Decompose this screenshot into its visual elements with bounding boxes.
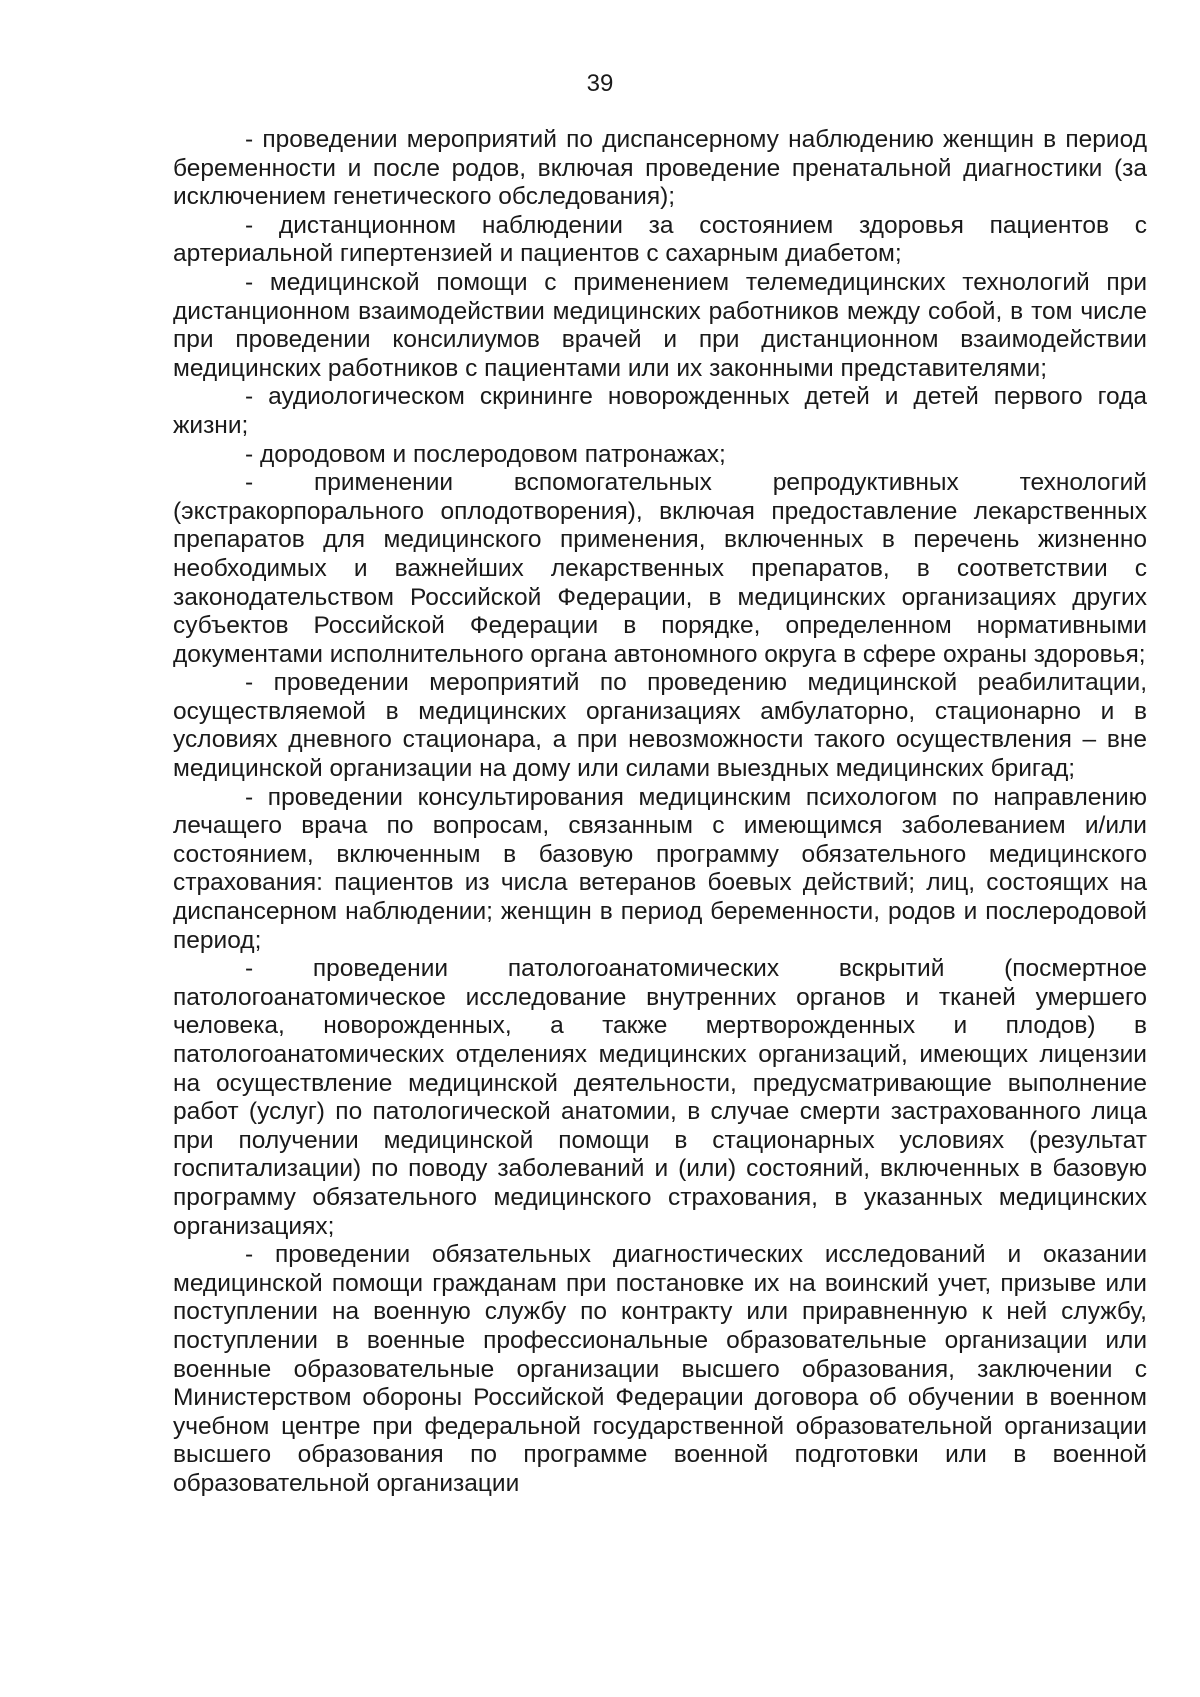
list-item: - проведении консультирования медицинским психологом по направлению лечащего врача по вопросам, связанным с имеющимся заболеванием и/или состоянием, включенным в базовую программу обязательного медицинского страхования: пациентов из числа ветеранов боевых действий; лиц, состоящих на диспансерном наблюдении; женщин в период беременности, родов и послеродовой период; xyxy=(173,783,1147,954)
list-item: - проведении мероприятий по проведению медицинской реабилитации, осуществляемой в медицинских организациях амбулаторно, стационарно и в условиях дневного стационара, а при невозможности такого осуществления – вне медицинской организации на дому или силами выездных медицинских бригад; xyxy=(173,669,1147,783)
list-item: - проведении патологоанатомических вскрытий (посмертное патологоанатомическое исследование внутренних органов и тканей умершего человека, новорожденных, а также мертворожденных и плодов) в патологоанатомических отделениях медицинских организаций, имеющих лицензии на осуществление медицинской деятельности, предусматривающие выполнение работ (услуг) по патологической анатомии, в случае смерти застрахованного лица при получении медицинской помощи в стационарных условиях (результат госпитализации) по поводу заболеваний и (или) состояний, включенных в базовую программу обязательного медицинского страхования, в указанных медицинских организациях; xyxy=(173,955,1147,1240)
list-item: - проведении мероприятий по диспансерному наблюдению женщин в период беременности и после родов, включая проведение пренатальной диагностики (за исключением генетического обследования); xyxy=(173,126,1147,211)
list-item: - применении вспомогательных репродуктивных технологий (экстракорпорального оплодотворения), включая предоставление лекарственных препаратов для медицинского применения, включенных в перечень жизненно необходимых и важнейших лекарственных препаратов, в соответствии с законодательством Российской Федерации, в медицинских организациях других субъектов Российской Федерации в порядке, определенном нормативными документами исполнительного органа автономного округа в сфере охраны здоровья; xyxy=(173,469,1147,668)
list-item: - аудиологическом скрининге новорожденных детей и детей первого года жизни; xyxy=(173,383,1147,439)
list-item: - проведении обязательных диагностических исследований и оказании медицинской помощи гражданам при постановке их на воинский учет, призыве или поступлении на военную службу по контракту или приравненную к ней службу, поступлении в военные профессиональные образовательные организации или военные образовательные организации высшего образования, заключении с Министерством обороны Российской Федерации договора об обучении в военном учебном центре при федеральной государственной образовательной организации высшего образования по программе военной подготовки или в военной образовательной организации xyxy=(173,1241,1147,1497)
list-item: - медицинской помощи с применением телемедицинских технологий при дистанционном взаимодействии медицинских работников между собой, в том числе при проведении консилиумов врачей и при дистанционном взаимодействии медицинских работников с пациентами или их законными представителями; xyxy=(173,268,1147,382)
list-item: - дородовом и послеродовом патронажах; xyxy=(245,440,726,468)
page-number: 39 xyxy=(586,70,614,97)
page-body xyxy=(173,126,1147,1499)
list-item: - дистанционном наблюдении за состоянием здоровья пациентов с артериальной гипертензией и пациентов с сахарным диабетом; xyxy=(173,211,1147,268)
